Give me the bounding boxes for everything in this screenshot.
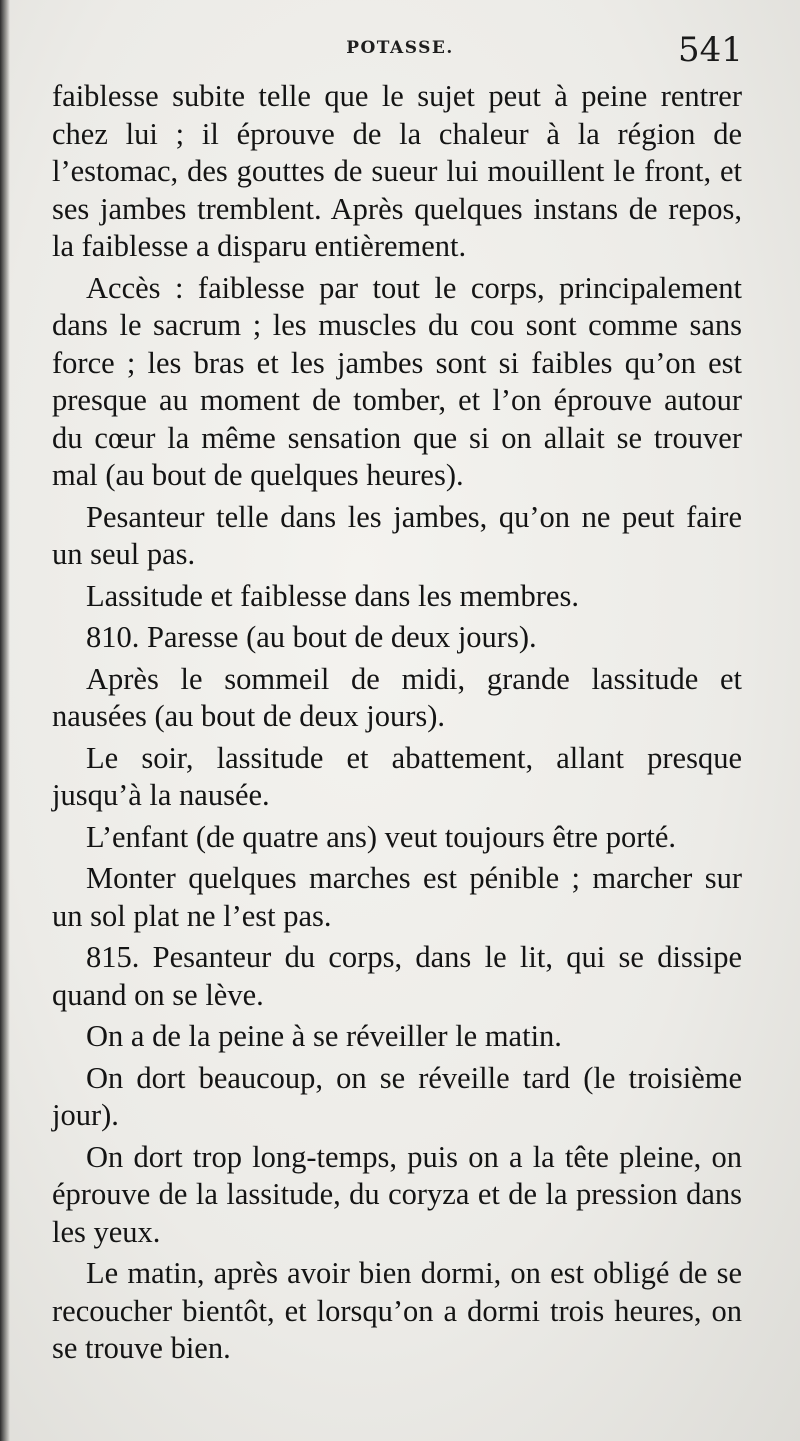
paragraph: Monter quelques marches est pénible ; marcher sur un sol plat ne l’est pas. [52, 861, 742, 933]
paragraph: faiblesse subite telle que le sujet peut à peine rentrer chez lui ; il éprouve de la chaleur à la région de l’estomac, des gouttes de sueur lui mouillent le front, et ses jambes tremblent. Après quelques instans de repos, la faiblesse a disparu entièrement. [52, 79, 742, 263]
paragraph: Accès : faiblesse par tout le corps, principalement dans le sacrum ; les muscles du cou sont comme sans force ; les bras et les jambes sont si faibles qu’on est presque au moment de tomber, et l’on éprouve autour du cœur la même sensation que si on allait se trouver mal (au bout de quelques heures). [52, 270, 742, 492]
paragraph: On dort trop long-temps, puis on a la tête pleine, on éprouve de la lassitude, du coryza et de la pression dans les yeux. [52, 1139, 742, 1249]
paragraph: On dort beaucoup, on se réveille tard (le troisième jour). [52, 1060, 742, 1132]
paragraph: Le soir, lassitude et abattement, allant presque jusqu’à la nausée. [52, 740, 742, 812]
paragraph: 815. Pesanteur du corps, dans le lit, qui se dissipe quand on se lève. [52, 940, 742, 1012]
body-text [52, 78, 742, 1372]
running-title: POTASSE. [346, 38, 454, 58]
paragraph: Après le sommeil de midi, grande lassitude et nausées (au bout de deux jours). [52, 661, 742, 733]
page-number: 541 [678, 30, 743, 70]
paragraph: 810. Paresse (au bout de deux jours). [86, 620, 537, 654]
paragraph: On a de la peine à se réveiller le matin. [86, 1019, 562, 1053]
paragraph: Pesanteur telle dans les jambes, qu’on ne peut faire un seul pas. [52, 499, 742, 571]
paragraph: Le matin, après avoir bien dormi, on est obligé de se recoucher bientôt, et lorsqu’on a dormi trois heures, on se trouve bien. [52, 1256, 742, 1365]
binding-shadow [0, 0, 10, 1441]
paragraph: Lassitude et faiblesse dans les membres. [86, 578, 579, 613]
paragraph: L’enfant (de quatre ans) veut toujours être porté. [86, 819, 677, 854]
